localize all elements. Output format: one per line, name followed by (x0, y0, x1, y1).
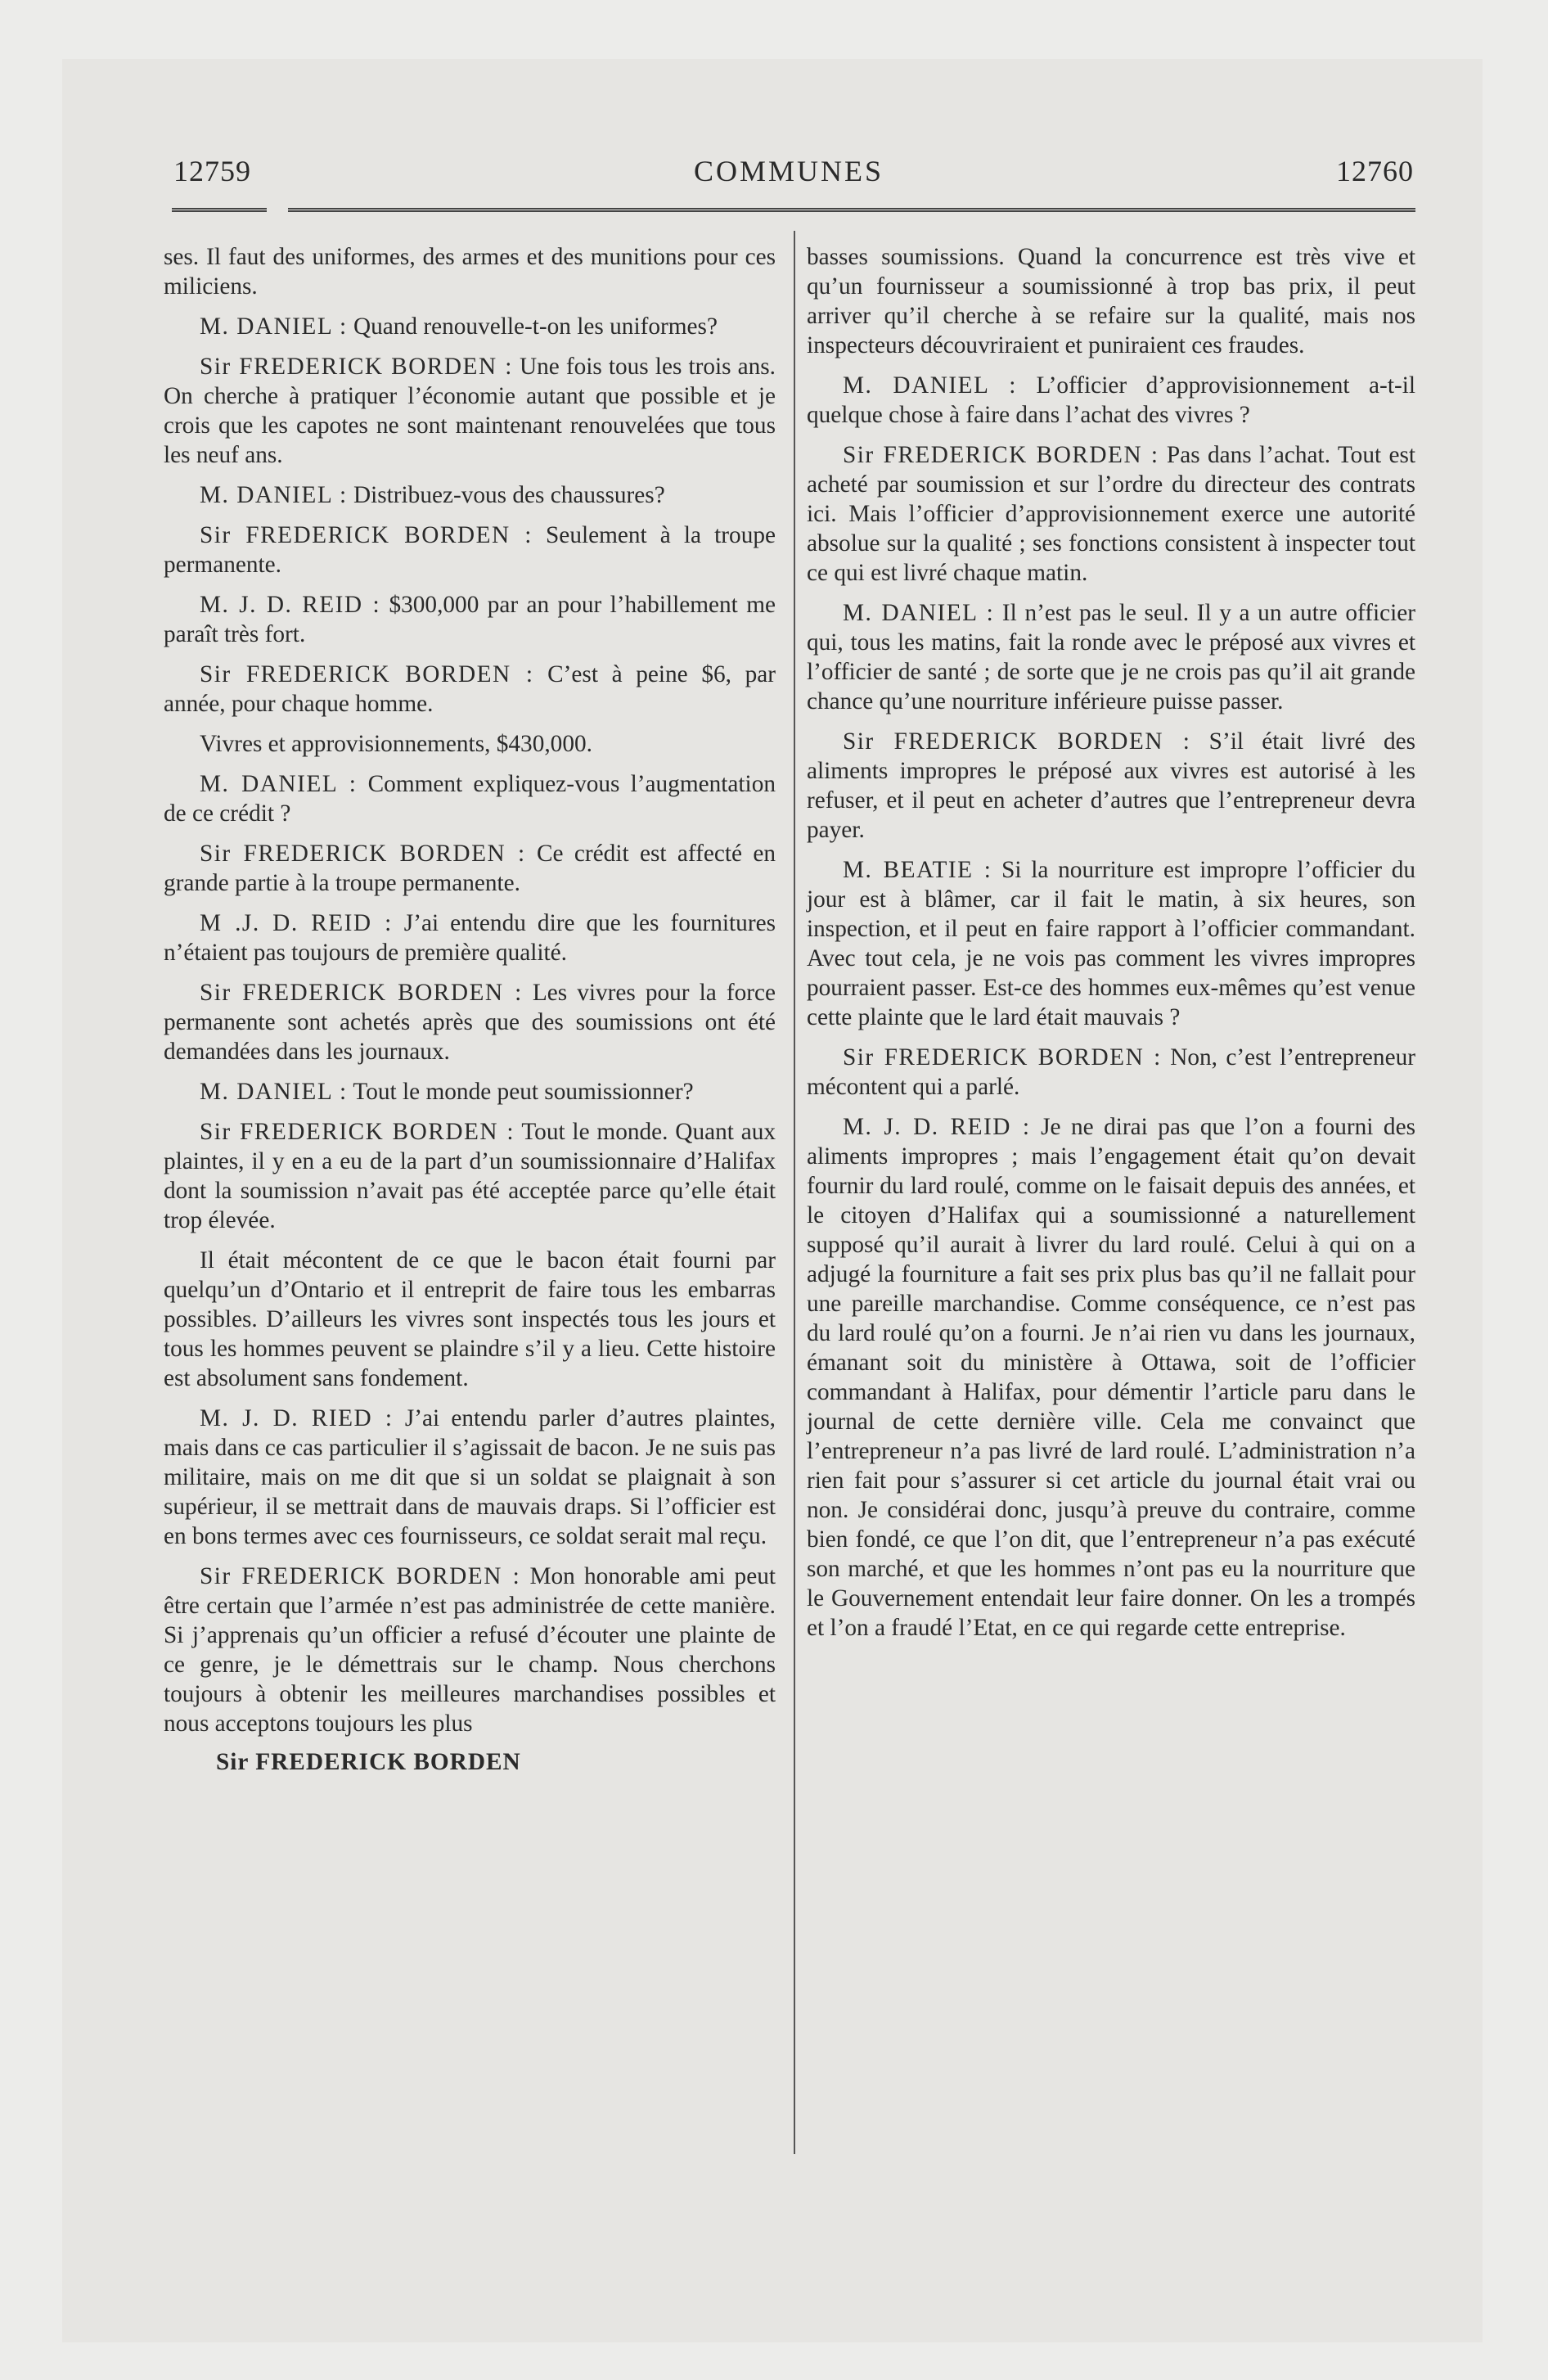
continuation-speaker: Sir FREDERICK BORDEN (216, 1749, 521, 1775)
paragraph-text: Vivres et approvisionnements, $430,000. (200, 731, 592, 757)
paragraph-text: Les vivres pour la force permanente sont achetés après que des soumissions ont été demandées dans les journaux. (164, 980, 776, 1065)
paragraph-text: C’est à peine $6, par année, pour chaque homme. (164, 661, 776, 717)
right-column (807, 242, 1415, 1653)
speaker-name: Sir FREDERICK BORDEN : (200, 1119, 515, 1145)
paragraph (807, 727, 1415, 845)
paragraph-text: Il n’est pas le seul. Il y a un autre officier qui, tous les matins, fait la ronde avec le préposé aux vivres et l’officier de santé ; de sorte que je ne crois pas qu’il ait grande chance qu’une nourriture inférieure puisse passer. (807, 600, 1415, 714)
paragraph-text: L’officier d’approvisionnement a-t-il quelque chose à faire dans l’achat des vivres ? (807, 372, 1415, 428)
paragraph-text: Si la nourriture est impropre l’officier du jour est à blâmer, car il fait le matin, à six heures, son inspection, et il peut en faire rapport à l’officier commandant. Avec tout cela, je ne vois pas comment les vivres impropres pourraient passer. Est-ce des hommes eux-mêmes qu’est venue cette plainte que le lard était mauvais ? (807, 857, 1416, 1030)
page-number-left: 12759 (173, 155, 251, 187)
paragraph (164, 1404, 776, 1551)
speaker-name: M. J. D. REID : (843, 1114, 1031, 1140)
paragraph (807, 1043, 1415, 1102)
paragraph (164, 1077, 776, 1107)
paragraph-text: Distribuez-vous des chaussures? (353, 482, 665, 508)
speaker-name: Sir FREDERICK BORDEN : (843, 728, 1191, 755)
paragraph (807, 598, 1415, 716)
paragraph-text: Je ne dirai pas que l’on a fourni des aliments impropres ; mais l’engagement était qu’on devait fournir du lard roulé, comme on le faisait depuis des années, et le citoyen d’Halifax qui a soumissionné a naturellement supposé qu’il aurait à livrer du lard roulé. Celui à qui on a adjugé la fourniture a fait ses prix plus bas qu’il ne fallait pour une pareille marchandise. Comme conséquence, ce n’est pas du lard roulé qu’on a fourni. Je n’ai rien vu dans les journaux, émanant soit du ministère à Ottawa, soit de l’officier commandant à Halifax, pour démentir l’article paru dans le journal de cette dernière ville. Cela me convainct que l’entrepreneur n’a pas livré de lard roulé. L’administration n’a rien fait pour s’assurer si cet article du journal était vrai ou non. Je considérai donc, jusqu’à preuve du contraire, comme bien fondé, ce que l’on dit, que l’entrepreneur n’a pas exécuté son marché, et que les hommes n’ont pas eu la nourriture que le Gouvernement entendait leur faire donner. On les a trompés et l’on a fraudé l’Etat, en ce qui regarde cette entreprise. (807, 1114, 1415, 1641)
paragraph-text: Seulement à la troupe permanente. (164, 522, 776, 578)
column-divider (794, 231, 795, 2154)
left-column (164, 242, 776, 1787)
page-title: COMMUNES (693, 155, 884, 187)
paragraph-text: Ce crédit est affecté en grande partie à la troupe permanente. (164, 841, 776, 896)
paragraph (164, 1562, 776, 1738)
paragraph (164, 839, 776, 898)
paragraph-text: Tout le monde peut soumissionner? (353, 1079, 694, 1105)
speaker-name: M. DANIEL : (200, 313, 348, 340)
header-rule-long (288, 208, 1415, 212)
speaker-name: Sir FREDERICK BORDEN : (843, 1044, 1162, 1071)
header-rule-short (172, 208, 267, 212)
page-header (164, 154, 1414, 193)
paragraph-text: Il était mécontent de ce que le bacon était fourni par quelqu’un d’Ontario et il entreprit de faire tous les embarras possibles. D’ailleurs les vivres sont inspectés tous les jours et tous les hommes peuvent se plaindre s’il y a lieu. Cette histoire est absolument sans fondement. (164, 1247, 776, 1391)
speaker-name: Sir FREDERICK BORDEN : (200, 1563, 521, 1589)
paragraph (164, 769, 776, 828)
speaker-name: M. DANIEL : (200, 771, 358, 797)
paragraph (164, 978, 776, 1066)
speaker-name: M. DANIEL : (200, 482, 348, 508)
paragraph (164, 480, 776, 510)
speaker-name: M. J. D. REID : (200, 592, 381, 618)
paragraph-text: Quand renouvelle-t-on les uniformes? (353, 313, 718, 340)
paragraph (164, 729, 776, 759)
paragraph-text: Mon honorable ami peut être certain que l’armée n’est pas administrée de cette manière. Si j’apprenais qu’un officier a refusé d’écouter une plainte de ce genre, je le démettrais sur le champ. Nous cherchons toujours à obtenir les meilleures marchandises possibles et nous acceptons toujours les plus (164, 1563, 776, 1737)
paragraph (164, 352, 776, 470)
paragraph-text: J’ai entendu parler d’autres plaintes, mais dans ce cas particulier il s’agissait de bacon. Je ne suis pas militaire, mais on me dit que si un soldat se plaignait à son supérieur, il se mettrait dans de mauvais draps. Si l’officier est en bons termes avec ces fournisseurs, ce soldat serait mal reçu. (164, 1405, 776, 1549)
speaker-name: M. BEATIE : (843, 857, 992, 883)
speaker-name: Sir FREDERICK BORDEN : (200, 354, 513, 380)
paragraph (807, 371, 1415, 430)
paragraph-text: Non, c’est l’entrepreneur mécontent qui a parlé. (807, 1044, 1415, 1100)
speaker-name: Sir FREDERICK BORDEN : (843, 442, 1159, 468)
paragraph (807, 855, 1415, 1032)
paragraph-text: Comment expliquez-vous l’augmentation de ce crédit ? (164, 771, 776, 827)
paragraph (164, 590, 776, 649)
paragraph (164, 1117, 776, 1235)
paragraph-text: Pas dans l’achat. Tout est acheté par soumission et sur l’ordre du directeur des contrats ici. Mais l’officier d’approvisionnement exerce une autorité absolue sur la qualité ; ses fonctions consistent à inspecter tout ce qui est livré chaque matin. (807, 442, 1415, 586)
paragraph-text: Une fois tous les trois ans. On cherche à pratiquer l’économie autant que possible et je crois que les capotes ne sont maintenant renouvelées que tous les neuf ans. (164, 354, 776, 468)
paragraph (807, 440, 1415, 588)
paragraph-text: $300,000 par an pour l’habillement me paraît très fort. (164, 592, 776, 647)
paragraph (807, 1112, 1415, 1643)
paragraph (164, 1246, 776, 1393)
paragraph (807, 242, 1415, 360)
paragraph-text: J’ai entendu dire que les fournitures n’étaient pas toujours de première qualité. (164, 910, 776, 966)
paragraph (164, 521, 776, 579)
page-number-right: 12760 (1336, 155, 1414, 187)
speaker-name: Sir FREDERICK BORDEN : (200, 841, 526, 867)
speaker-name: Sir FREDERICK BORDEN : (200, 522, 533, 548)
speaker-name: M .J. D. REID : (200, 910, 393, 936)
speaker-name: M. J. D. RIED : (200, 1405, 394, 1431)
speaker-name: Sir FREDERICK BORDEN : (200, 661, 534, 687)
paragraph-text: basses soumissions. Quand la concurrence est très vive et qu’un fournisseur a soumissionné à trop bas prix, il peut arriver qu’il cherche à se refaire sur la qualité, mais nos inspecteurs découvriraient et puniraient ces fraudes. (807, 244, 1415, 358)
paragraph (164, 908, 776, 967)
paragraph (164, 242, 776, 301)
paragraph (164, 660, 776, 719)
paragraph (164, 312, 776, 341)
paragraph-text: Tout le monde. Quant aux plaintes, il y en a eu de la part d’un soumissionnaire d’Halifax dont la soumission n’avait pas été acceptée parce qu’elle était trop élevée. (164, 1119, 776, 1233)
speaker-name: M. DANIEL : (843, 600, 995, 626)
speaker-name: M. DANIEL : (200, 1079, 348, 1105)
speaker-name: M. DANIEL : (843, 372, 1017, 399)
paragraph-text: ses. Il faut des uniformes, des armes et des munitions pour ces miliciens. (164, 244, 776, 300)
paragraph-text: S’il était livré des aliments impropres le préposé aux vivres est autorisé à les refuser, et il peut en acheter d’autres que l’entrepreneur devra payer. (807, 728, 1415, 843)
speaker-name: Sir FREDERICK BORDEN : (200, 980, 523, 1006)
